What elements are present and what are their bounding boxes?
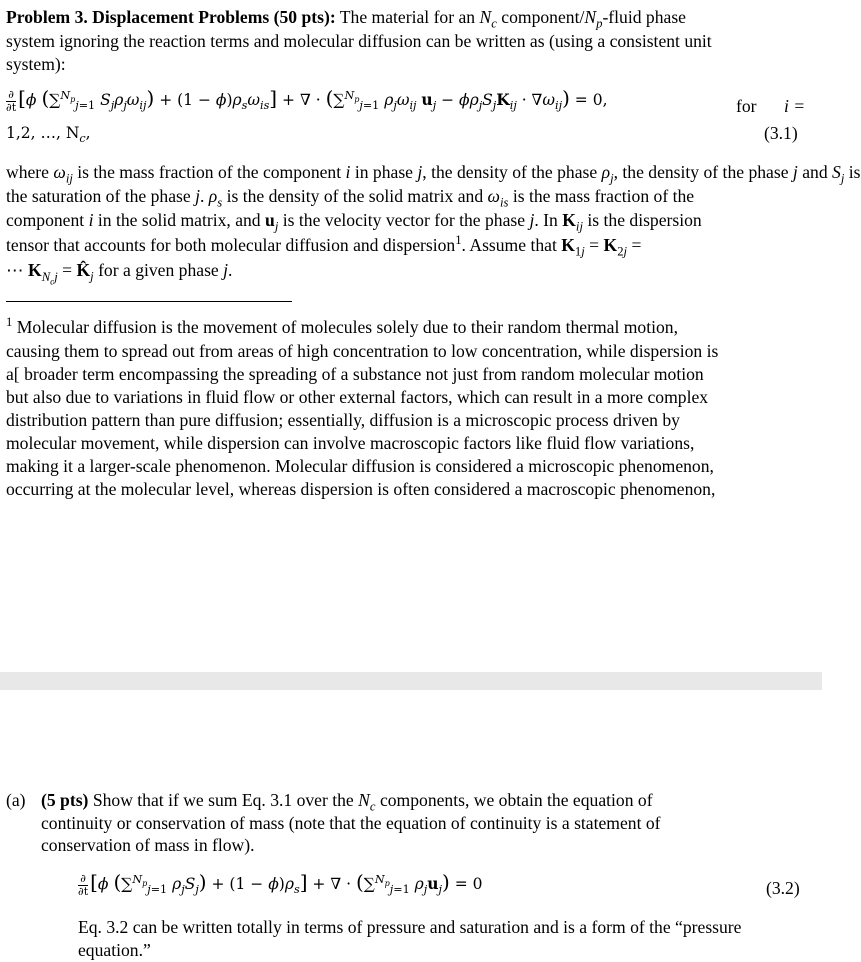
description-line-2: the saturation of the phase j. $\rho_s$ is the density of the solid matrix and $\omega_{is}$ is the mass fraction of the	[6, 186, 695, 210]
part-a-line-3: conservation of mass in flow).	[41, 835, 255, 855]
description-line-1: where $\omega_{ij}$ is the mass fraction of the component i in phase j, the density of the phase $\rho_j$, the density of the phase j and $S_j$ is	[6, 162, 861, 186]
equation-3-1-range: 1,2, …, $N_c$,	[6, 124, 91, 146]
problem-heading: Problem 3. Displacement Problems (50 pts):	[6, 7, 336, 27]
equation-3-1-index: i =	[784, 96, 806, 116]
footnote-line-1: $^1$ Molecular diffusion is the movement of molecules solely due to their random thermal motion,	[6, 315, 678, 337]
footnote-line-2: causing them to spread out from areas of high concentration to low concentration, while dispersion is	[6, 341, 719, 361]
part-a-after-line-1: Eq. 3.2 can be written totally in terms of pressure and saturation and is a form of the “pressure	[78, 917, 742, 937]
footnote-marker: 1	[6, 315, 13, 330]
description-line-4: tensor that accounts for both molecular diffusion and dispersion$^1$. Assume that $K_{1j} = K_{2j}$ =	[6, 233, 642, 259]
footnote-separator	[6, 301, 292, 302]
description-line-3: component i in the solid matrix, and $u_j$ is the velocity vector for the phase j. In $K_{ij}$ is the dispersion	[6, 210, 702, 234]
equation-3-1-number: (3.1)	[764, 123, 798, 143]
footnote-line-4: but also due to variations in fluid flow or other external factors, which can result in a more complex	[6, 387, 709, 407]
footnote-line-6: molecular movement, while dispersion can involve macroscopic factors like fluid flow variations,	[6, 433, 695, 453]
part-a-label: (a)	[6, 790, 26, 810]
equation-3-1: $\frac{\partial}{\partial t}$ [ϕ (∑$^{N_p}_{j=1}$ $S_j\rho_j\omega_{ij}) + (1 - \phi)\rho_s\omega_{is}$] + ∇ · (∑$^{N_p}_{j=1}$ $\rho_j\omega_{ij}$ $u_j - \phi\rho_jS_jK_{ij} \cdot \nabla\omega_{ij}) = 0$,	[6, 86, 608, 114]
part-a-line-1: (5 pts) Show that if we sum Eq. 3.1 over the $N_c$ components, we obtain the equation of	[41, 790, 653, 814]
footnote-line-5: distribution pattern than pure diffusion; essentially, diffusion is a microscopic process driven by	[6, 410, 680, 430]
part-a-line-2: continuity or conservation of mass (note that the equation of continuity is a statement of	[41, 813, 661, 833]
equation-3-1-for-label: for	[736, 96, 757, 116]
problem-intro-line-2: system ignoring the reaction terms and molecular diffusion can be written as (using a consistent unit	[6, 31, 712, 51]
footnote-line-3: a[ broader term encompassing the spreading of a substance not just from random molecular motion	[6, 364, 704, 384]
footnote-line-7: making it a larger-scale phenomenon. Molecular diffusion is considered a microscopic phenomenon,	[6, 456, 714, 476]
problem-intro-line-3: system):	[6, 54, 66, 74]
part-a-points: (5 pts)	[41, 790, 89, 810]
part-a-after-line-2: equation.”	[78, 940, 151, 960]
equation-3-2: $\frac{\partial}{\partial t}$ [ϕ (∑$^{N_p}_{j=1}$ $\rho_jS_j) + (1 - \phi)\rho_s$] + ∇ · (∑$^{N_p}_{j=1}$ $\rho_ju_j) = 0$	[78, 870, 483, 898]
problem-intro-line-1: Problem 3. Displacement Problems (50 pts): The material for an $N_c$ component/$N_p$-fluid phase	[6, 7, 686, 31]
description-line-5: ⋯ $K_{N_cj}$ = $K̂_j$ for a given phase j.	[6, 260, 233, 287]
page-break-band	[0, 672, 822, 690]
equation-3-2-number: (3.2)	[766, 878, 800, 898]
footnote-line-8: occurring at the molecular level, whereas dispersion is often considered a macroscopic phenomenon,	[6, 479, 716, 499]
